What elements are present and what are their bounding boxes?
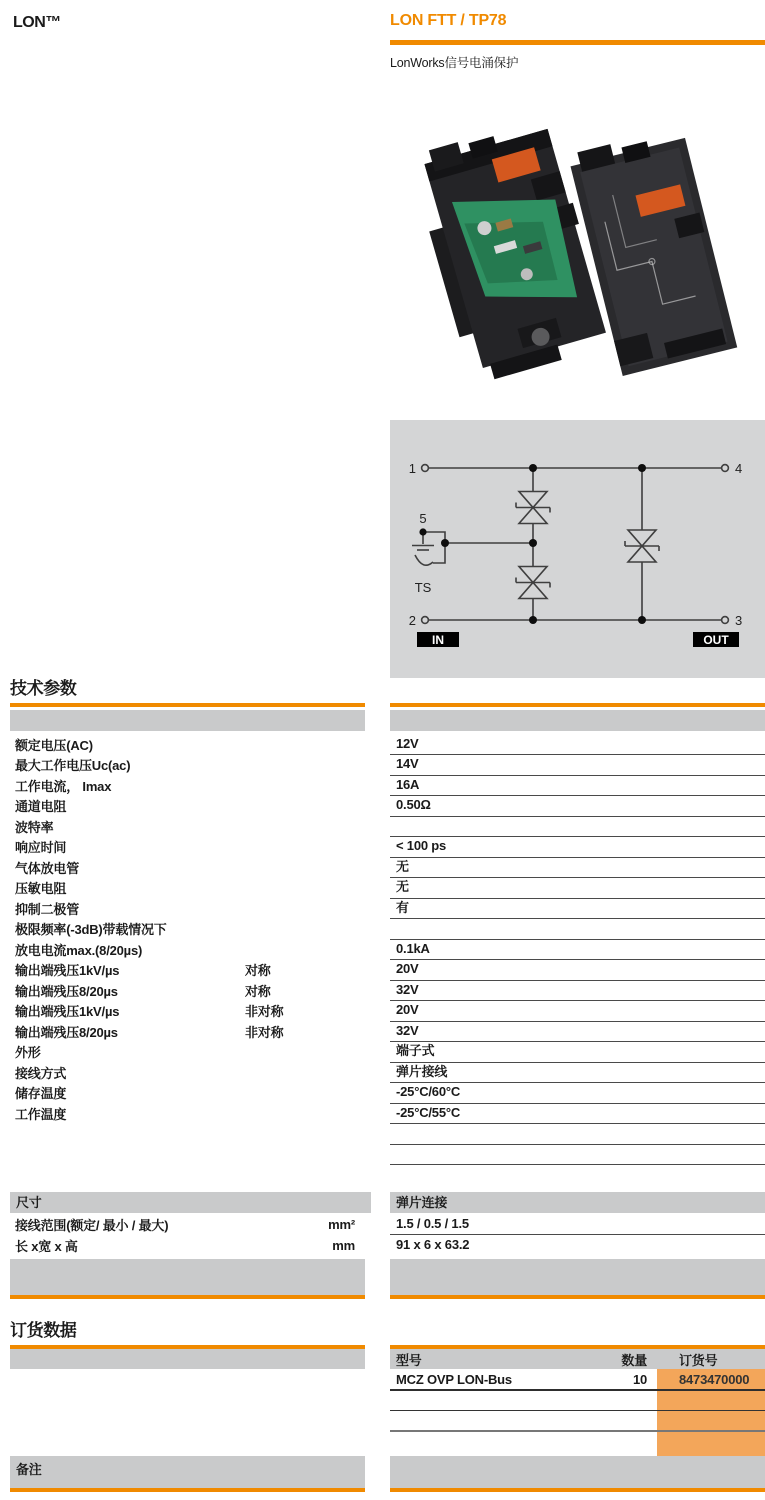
order-qty: 10 <box>632 1371 647 1387</box>
terminal-label-2: 2 <box>408 613 416 628</box>
tech-row-label: 工作电流， Imax <box>15 778 112 794</box>
tech-row-value <box>390 1144 765 1166</box>
tech-row-label: 接线方式 <box>15 1065 67 1081</box>
tech-row-variant: 对称 <box>245 983 271 999</box>
tech-row-value: 有 <box>390 898 765 920</box>
tech-row <box>10 919 765 940</box>
product-photo-illustration <box>400 92 750 404</box>
order-col-model: 型号 <box>396 1352 422 1368</box>
tech-accent-bar-right <box>390 703 765 707</box>
tech-row-label: 输出端残压1kV/µs <box>15 963 120 979</box>
tech-row-label: 放电电流max.(8/20µs) <box>15 942 143 958</box>
tech-row-label: 输出端残压1kV/µs <box>15 1004 120 1020</box>
tech-row <box>10 816 765 837</box>
order-data-row <box>390 1369 765 1391</box>
brand-logo: LON™ <box>13 14 61 31</box>
title-accent-bar <box>390 40 765 45</box>
order-empty-number <box>657 1391 765 1410</box>
page-subtitle: LonWorks信号电涌保护 <box>390 56 519 70</box>
tech-row-value: 无 <box>390 877 765 899</box>
tech-row-value: -25°C/60°C <box>390 1082 765 1104</box>
terminal-label-4: 4 <box>735 461 743 476</box>
tech-row-value: 20V <box>390 1000 765 1022</box>
tech-row-value: 12V <box>390 734 765 756</box>
tech-row <box>10 1144 765 1165</box>
tech-row <box>10 1124 765 1145</box>
order-header-row <box>390 1349 765 1369</box>
tech-row-variant: 非对称 <box>245 1004 284 1020</box>
tech-row <box>10 1062 765 1083</box>
tech-row-value: 14V <box>390 754 765 776</box>
tech-row-value <box>390 816 765 838</box>
dims-row-label: 长 x宽 x 高 <box>15 1238 78 1254</box>
tech-row-label: 外形 <box>15 1045 41 1061</box>
tech-row <box>10 755 765 776</box>
tech-row <box>10 878 765 899</box>
order-table <box>390 1345 765 1459</box>
tech-row <box>10 796 765 817</box>
order-empty-number <box>657 1432 765 1459</box>
order-empty-number <box>657 1411 765 1430</box>
notes-heading: 备注 <box>16 1462 42 1477</box>
tech-row-label: 抑制二极管 <box>15 901 80 917</box>
tech-row <box>10 980 765 1001</box>
tech-row-value: 0.50Ω <box>390 795 765 817</box>
order-col-qty: 数量 <box>621 1352 647 1368</box>
tech-row <box>10 960 765 981</box>
tech-row-value <box>390 1123 765 1145</box>
tech-row <box>10 939 765 960</box>
tech-band-left <box>10 710 365 731</box>
tech-row <box>10 857 765 878</box>
tech-row <box>10 734 765 755</box>
dims-row <box>10 1214 765 1234</box>
tech-row-value: -25°C/55°C <box>390 1103 765 1125</box>
tech-row-value: 无 <box>390 857 765 879</box>
tech-row <box>10 837 765 858</box>
dims-row <box>10 1235 765 1255</box>
order-empty-row <box>390 1391 765 1411</box>
notes-band-right <box>390 1456 765 1492</box>
terminal-label-1: 1 <box>408 461 416 476</box>
ts-label: TS <box>414 580 432 595</box>
tech-row-label: 通道电阻 <box>15 799 67 815</box>
page-title: LON FTT / TP78 <box>390 12 507 29</box>
tech-row <box>10 1042 765 1063</box>
tech-row-value: 32V <box>390 1021 765 1043</box>
order-col-number: 订货号 <box>679 1352 718 1368</box>
tech-row-label: 气体放电管 <box>15 860 80 876</box>
tech-row-label: 压敏电阻 <box>15 881 67 897</box>
tech-row-label: 额定电压(AC) <box>15 737 93 753</box>
tech-row-label: 极限频率(-3dB)带载情况下 <box>15 922 167 938</box>
order-number: 8473470000 <box>657 1369 765 1389</box>
tech-row-label: 响应时间 <box>15 840 67 856</box>
notes-band-left <box>10 1456 365 1492</box>
tech-row-label: 输出端残压8/20µs <box>15 1024 118 1040</box>
product-photo <box>400 92 750 404</box>
tech-row-value <box>390 918 765 940</box>
dims-row-unit: mm <box>332 1237 355 1253</box>
tech-row-label: 输出端残压8/20µs <box>15 983 118 999</box>
tech-row <box>10 898 765 919</box>
tech-row-variant: 对称 <box>245 963 271 979</box>
tech-row-value: 弹片接线 <box>390 1062 765 1084</box>
tech-row <box>10 775 765 796</box>
dims-connection-band: 弹片连接 <box>390 1192 765 1213</box>
tech-row-value: 端子式 <box>390 1041 765 1063</box>
out-label: OUT <box>703 633 729 647</box>
tech-band-right <box>390 710 765 731</box>
tech-row <box>10 1021 765 1042</box>
tech-row-value: 16A <box>390 775 765 797</box>
tech-row-value: 0.1kA <box>390 939 765 961</box>
circuit-diagram <box>390 420 765 678</box>
dims-footer-band-left <box>10 1259 365 1299</box>
dims-row-label: 接线范围(额定/ 最小 / 最大) <box>15 1217 169 1233</box>
dims-row-value: 1.5 / 0.5 / 1.5 <box>390 1214 765 1235</box>
dims-heading-band: 尺寸 <box>10 1192 371 1213</box>
tech-row-value: < 100 ps <box>390 836 765 858</box>
tech-row-label: 工作温度 <box>15 1106 67 1122</box>
dims-row-value: 91 x 6 x 63.2 <box>396 1237 470 1252</box>
tech-row-label: 波特率 <box>15 819 54 835</box>
order-empty-row <box>390 1411 765 1432</box>
terminal-label-5: 5 <box>419 511 427 526</box>
tech-row-label: 储存温度 <box>15 1086 67 1102</box>
circuit-diagram-panel <box>390 420 765 678</box>
tech-row <box>10 1103 765 1124</box>
tech-section-heading: 技术参数 <box>10 679 77 698</box>
tech-row-value: 20V <box>390 959 765 981</box>
tech-row-variant: 非对称 <box>245 1024 284 1040</box>
tech-row-value: 32V <box>390 980 765 1002</box>
order-model: MCZ OVP LON-Bus <box>396 1371 512 1387</box>
dims-footer-band-right <box>390 1259 765 1299</box>
tech-accent-bar-left <box>10 703 365 707</box>
tech-row <box>10 1083 765 1104</box>
order-filler-row <box>390 1432 765 1459</box>
tech-row-label: 最大工作电压Uc(ac) <box>15 758 131 774</box>
terminal-label-3: 3 <box>735 613 743 628</box>
order-band-left <box>10 1349 365 1369</box>
dims-row-unit: mm² <box>328 1216 355 1232</box>
tech-table <box>10 734 765 1165</box>
order-section-heading: 订货数据 <box>10 1321 77 1340</box>
in-label: IN <box>432 633 444 647</box>
tech-row <box>10 1001 765 1022</box>
